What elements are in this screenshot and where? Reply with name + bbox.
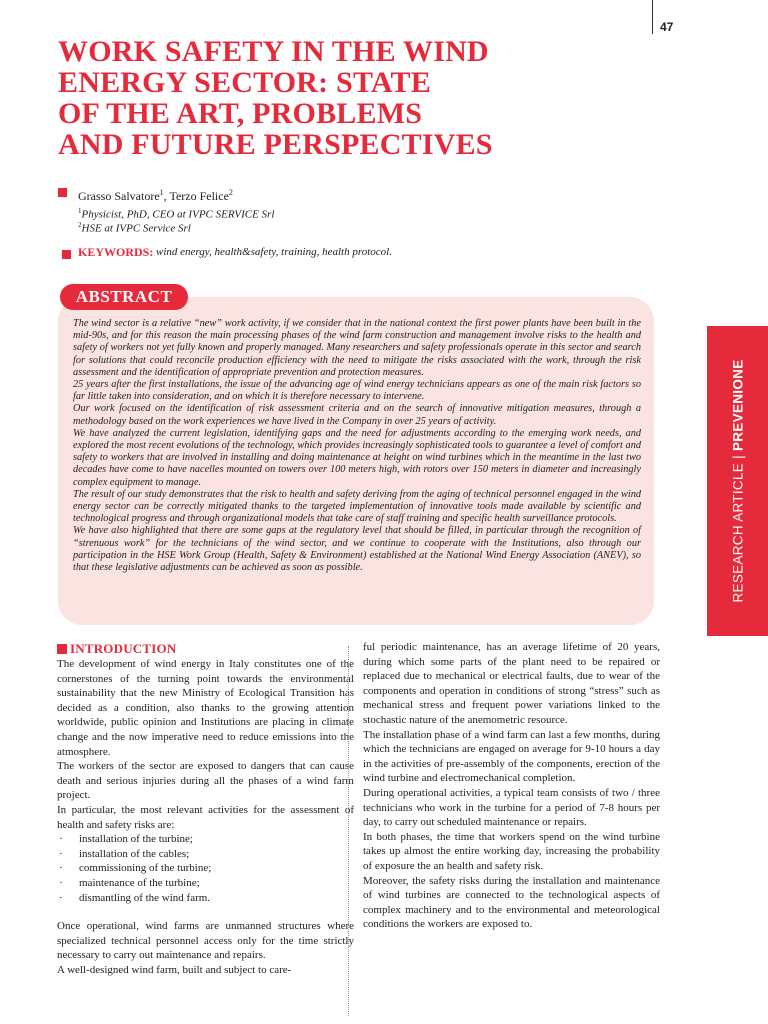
side-tab-category: RESEARCH ARTICLE: [730, 462, 745, 603]
abstract-paragraph: Our work focused on the identification of risk assessment criteria and on the search of innovative mitigation measures, through a methodology based on the work experiences we have lived in the Company in over 25 years of activity.: [73, 403, 641, 427]
column-divider: [348, 646, 349, 1016]
title-line: OF THE ART, PROBLEMS: [58, 97, 423, 130]
body-paragraph: The installation phase of a wind farm can last a few months, during which the technicians are engaged on average for 9-10 hours a day in the activities of pre-assembly of the components, erection of the wind turbine and electromechanical completion.: [363, 728, 660, 785]
abstract-label: ABSTRACT: [60, 284, 188, 310]
abstract-body: [73, 318, 641, 574]
body-paragraph: During operational activities, a typical team consists of two / three technicians who work in the turbine for a period of 7-8 hours per day, to carry out scheduled maintenance or repairs.: [363, 786, 660, 829]
introduction-heading: INTRODUCTION: [70, 641, 177, 656]
list-item: · maintenance of the turbine;: [57, 876, 354, 891]
side-section-tab: [707, 326, 768, 636]
affiliation-marker: 2: [228, 188, 233, 197]
body-paragraph: In both phases, the time that workers spend on the wind turbine takes up almost the entire working day, increasing the probability of exposure the an health and safety risk.: [363, 830, 660, 872]
section-heading: [57, 640, 354, 657]
keywords-label: KEYWORDS:: [78, 245, 154, 259]
affiliation-2: [78, 221, 191, 235]
keywords-text: wind energy, health&safety, training, health protocol.: [156, 246, 392, 258]
side-tab-label: [730, 359, 745, 602]
red-square-bullet-icon: [57, 644, 67, 654]
affiliation-text: HSE at IVPC Service Srl: [81, 222, 191, 235]
title-line: WORK SAFETY IN THE WIND: [58, 35, 489, 68]
affiliation-marker: 1: [78, 207, 82, 215]
body-paragraph: ful periodic maintenance, has an average lifetime of 20 years, during which some parts of the plant need to be repaired or replaced due to mechanical or electrical faults, due to wear of the components and operation in conditions of strong “stress” such as mechanical stress and frequent power variations linked to the stochastic nature of the anemometric resource.: [363, 641, 660, 726]
list-item: · dismantling of the wind farm.: [57, 891, 354, 906]
affiliation-marker: 2: [78, 221, 82, 229]
paragraph-gap: [57, 905, 354, 919]
abstract-paragraph: The wind sector is a relative “new” work activity, if we consider that in the national context the first power plants have been built in the mid-90s, and for this reason the main processing phases of the wind farm construction and management involve risks to the health and safety of workers not yet fully known and properly managed. Many researchers and safety professionals operate in this sector and search for solutions that could reconcile production efficiency with the need to mitigate the risks associated with the work, through the risk assessment and the identification of appropriate prevention and protection measures.: [73, 318, 641, 378]
body-paragraph: Moreover, the safety risks during the installation and maintenance of wind turbines are connected to the technological aspects of complex machinery and to the environmental and meteorological conditions the workers are exposed to.: [363, 874, 660, 931]
abstract-paragraph: We have analyzed the current legislation, identifying gaps and the need for adjustments according to the emerging work needs, and explored the most recent evolutions of the technology, which provides increasingly sophisticated tools to guarantee a level of comfort and safety to workers that are involved in installing and doing maintenance at height on wind turbines which in the meantime in the last two decades have come to have nacelles mounted on towers over 100 meters high, with rotors over 150 meters in diameter and increasingly complex equipment to manage.: [73, 427, 641, 488]
side-tab-separator: |: [730, 451, 745, 463]
body-paragraph: A well-designed wind farm, built and subject to care-: [57, 963, 292, 976]
page-number: 47: [660, 20, 674, 34]
title-line: ENERGY SECTOR: STATE: [58, 66, 431, 99]
abstract-paragraph: 25 years after the first installations, the issue of the advancing age of wind energy technicians appears as one of the main risk factors so far little taken into consideration, and on which it is therefore necessary to intervene.: [73, 379, 641, 403]
body-paragraph: In particular, the most relevant activities for the assessment of health and safety risks are:: [57, 803, 354, 831]
abstract-paragraph: We have also highlighted that there are some gaps at the regulatory level that should be filled, in particular through the recognition of “strenuous work” for the technicians of the wind sector, and we continue to cooperate with the Institutions, also through our participation in the HSE Work Group (Health, Safety & Environment) established at the National Wind Energy Association (ANEV), so that these legislative adjustments can be achieved as soon as possible.: [73, 525, 641, 574]
authors-line: [78, 186, 233, 203]
risk-activities-list: [57, 832, 354, 905]
author-name: Terzo Felice: [169, 189, 229, 203]
side-tab-section: PREVENIONE: [730, 359, 745, 452]
body-column-right: [363, 640, 660, 932]
page-number-rule: [652, 0, 653, 34]
body-column-left: [57, 640, 354, 977]
abstract-paragraph: The result of our study demonstrates that the risk to health and safety deriving from the aging of technical personnel engaged in the wind energy sector can be correctly mitigated thanks to the targeted implementation of innovative tools made available by scientific and technological progress and through organizational models that take care of staff training and specific health surveillance protocols.: [73, 488, 641, 525]
list-item: · installation of the cables;: [57, 847, 354, 862]
title-line: AND FUTURE PERSPECTIVES: [58, 128, 493, 161]
red-square-bullet-icon: [62, 250, 71, 259]
affiliation-marker: 1: [159, 188, 164, 197]
body-paragraph: The development of wind energy in Italy constitutes one of the cornerstones of the turning point towards the environmental sustainability that the new Ministry of Ecological Transition has decided as a condition, also thanks to the growing attention worldwide, public opinion and Institutions are placing in climate change and the now imperative need to reduce emissions into the atmosphere.: [57, 658, 354, 758]
body-paragraph: The workers of the sector are exposed to dangers that can cause death and serious injuries during all the phases of a wind farm project.: [57, 760, 354, 802]
body-paragraph: Once operational, wind farms are unmanned structures where specialized technical personnel access only for the time strictly necessary to carry out maintenance and repairs.: [57, 920, 354, 962]
list-item: · installation of the turbine;: [57, 832, 354, 847]
author-name: Grasso Salvatore: [78, 189, 160, 203]
article-title: [58, 36, 638, 160]
list-item: · commissioning of the turbine;: [57, 861, 354, 876]
author-separator: ,: [163, 189, 170, 203]
affiliation-1: [78, 207, 274, 221]
red-square-bullet-icon: [58, 188, 67, 197]
affiliation-text: Physicist, PhD, CEO at IVPC SERVICE Srl: [81, 208, 275, 221]
